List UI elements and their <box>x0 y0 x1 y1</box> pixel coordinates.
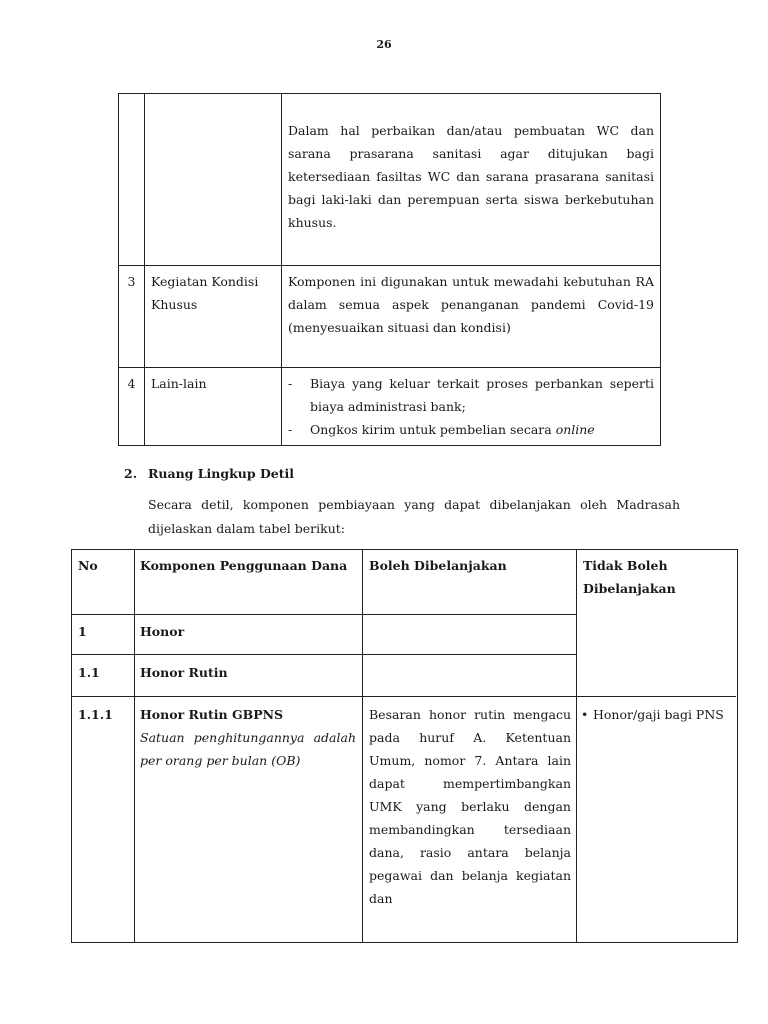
detail-table <box>71 549 738 943</box>
section-title: Ruang Lingkup Detil <box>148 466 295 481</box>
row-number: 1.1 <box>78 665 100 680</box>
column-divider <box>362 550 363 942</box>
row-divider <box>72 654 134 655</box>
row-divider <box>134 614 362 615</box>
header-not-allowed: Tidak Boleh Dibelanjakan <box>583 558 676 596</box>
section-paragraph: Secara detil, komponen pembiayaan yang dapat dibelanjakan oleh Madrasah dijelaskan dalam tabel berikut: <box>148 497 680 536</box>
dash-marker: - <box>288 376 293 391</box>
row-divider <box>72 696 736 697</box>
component-description: Komponen ini digunakan untuk mewadahi kebutuhan RA dalam semua aspek penanganan pandemi Covid-19 (menyesuaikan situasi dan kondisi) <box>282 266 661 368</box>
component-note: Satuan penghitungannya adalah per orang per bulan (OB) <box>140 730 356 768</box>
list-item-text: Biaya yang keluar terkait proses perbankan seperti biaya administrasi bank; <box>310 376 654 414</box>
not-allowed-item <box>581 703 731 726</box>
table-row <box>119 266 661 368</box>
row-divider <box>134 654 362 655</box>
row-number: 1 <box>78 624 87 639</box>
row-number: 4 <box>119 368 145 446</box>
allowed-description: Besaran honor rutin mengacu pada huruf A. Ketentuan Umum, nomor 7. Antara lain dapat mempertimbangkan UMK yang berlaku dengan membandingkan tersediaan dana, rasio antara belanja pegawai dan belanja kegiatan dan <box>369 707 571 906</box>
header-component: Komponen Penggunaan Dana <box>140 558 348 573</box>
section-number: 2. <box>124 466 138 481</box>
list-item <box>288 418 654 441</box>
page-number: 26 <box>376 38 392 51</box>
component-description <box>282 368 661 446</box>
component-name: Lain-lain <box>145 368 282 446</box>
header-allowed: Boleh Dibelanjakan <box>369 558 507 573</box>
table-row <box>119 94 661 266</box>
component-description: Dalam hal perbaikan dan/atau pembuatan WC dan sarana prasarana sanitasi agar ditujukan bagi ketersediaan fasiltas WC dan sarana prasarana sanitasi bagi laki-laki dan perempuan serta siswa berkebutuhan khusus. <box>282 94 661 266</box>
component-name: Honor Rutin GBPNS <box>140 707 284 722</box>
component-name: Honor <box>140 624 185 639</box>
dash-list <box>288 372 654 441</box>
column-divider <box>134 550 135 942</box>
component-name <box>145 94 282 266</box>
section-heading <box>124 466 294 481</box>
header-no: No <box>78 558 98 573</box>
row-divider <box>362 654 576 655</box>
row-number <box>119 94 145 266</box>
not-allowed-text: Honor/gaji bagi PNS <box>593 707 724 722</box>
column-divider <box>576 550 577 942</box>
dash-marker: - <box>288 422 293 437</box>
row-number: 1.1.1 <box>78 707 113 722</box>
top-table <box>118 93 661 446</box>
component-name: Kegiatan Kondisi Khusus <box>145 266 282 368</box>
list-item-text: Ongkos kirim untuk pembelian secara <box>310 422 556 437</box>
list-item-italic: online <box>555 422 595 437</box>
component-cell <box>140 703 356 772</box>
list-item <box>288 372 654 418</box>
row-divider <box>72 614 134 615</box>
bullet-marker: • <box>581 707 589 722</box>
row-divider <box>362 614 576 615</box>
component-name: Honor Rutin <box>140 665 228 680</box>
row-number: 3 <box>119 266 145 368</box>
table-row <box>119 368 661 446</box>
